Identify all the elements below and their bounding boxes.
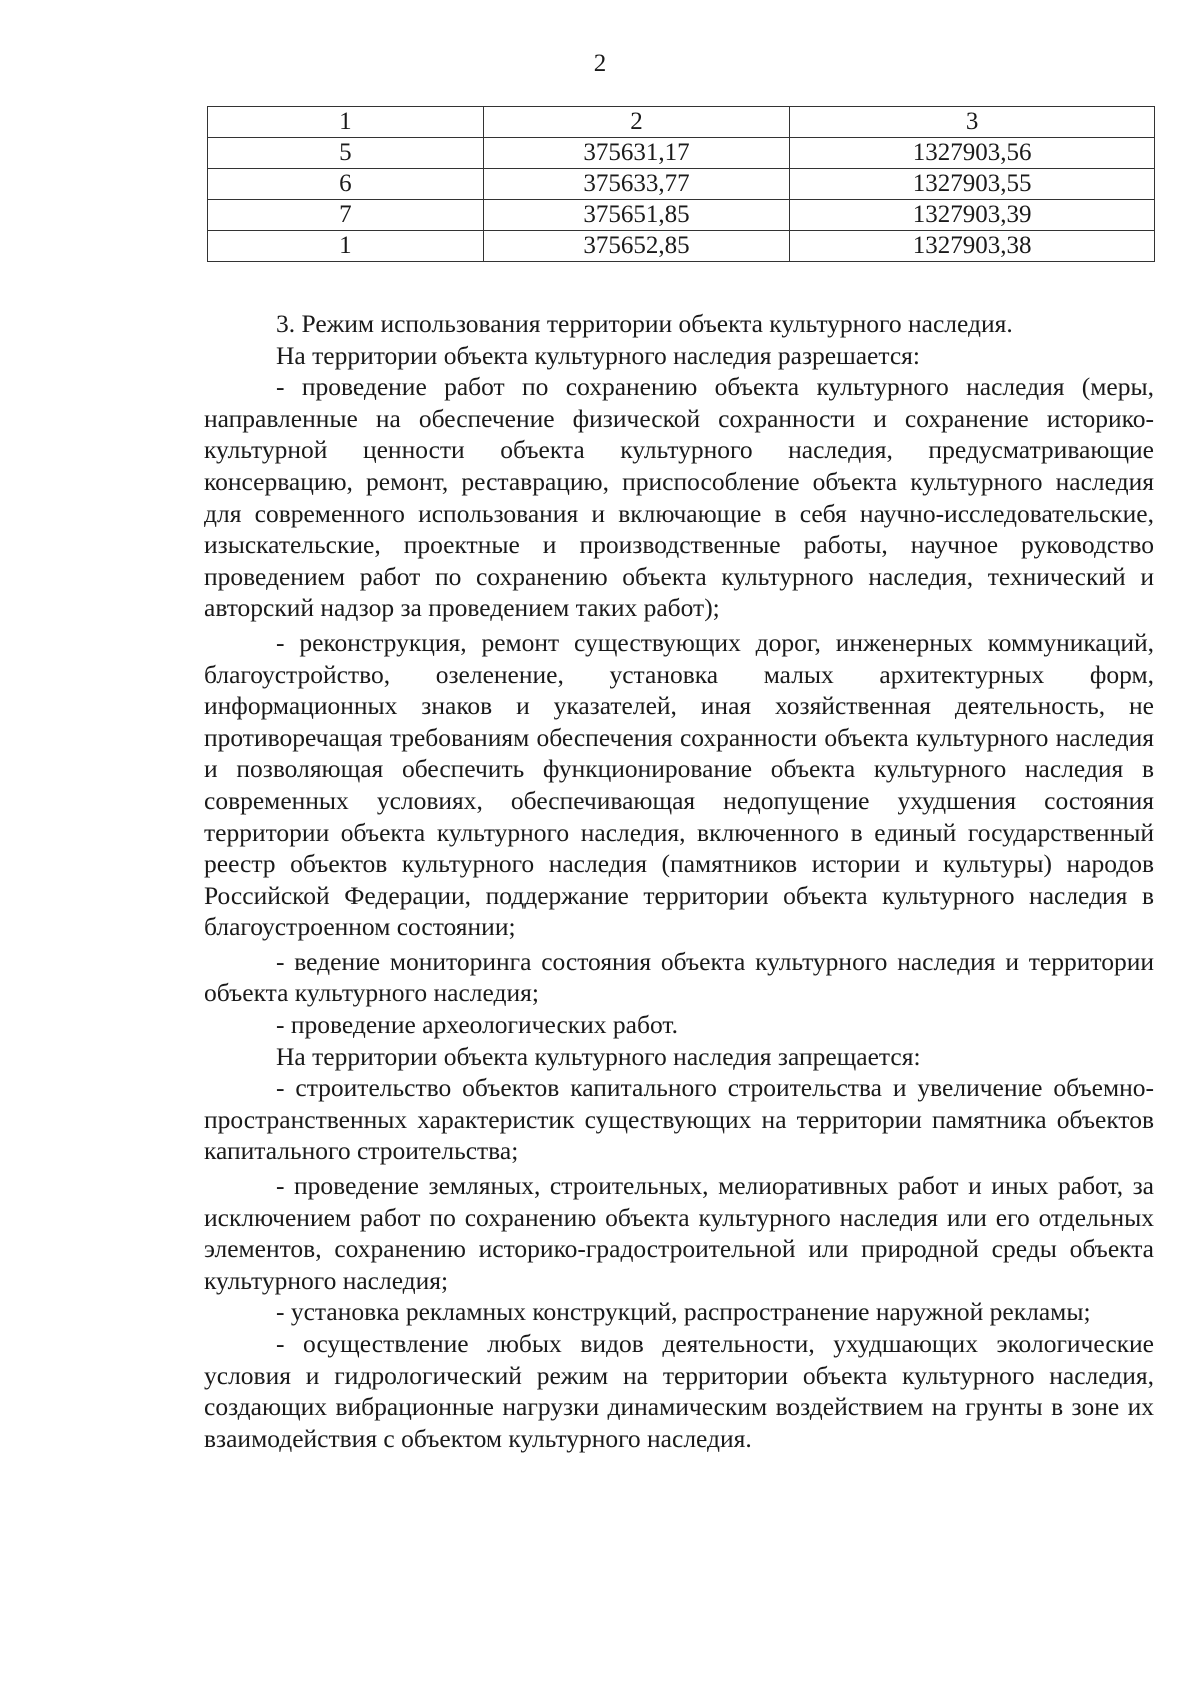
regime-section	[204, 308, 1154, 1454]
prohibited-item-earthworks: - проведение земляных, строительных, мелиоративных работ и иных работ, за исключением работ по сохранению объекта культурного наследия или его отдельных элементов, сохранению историко-градостроительной или природной среды объекта культурного наследия;	[204, 1171, 1154, 1295]
allowed-item-archaeology: - проведение археологических работ.	[276, 1010, 678, 1040]
allowed-intro: На территории объекта культурного наследия разрешается:	[276, 340, 920, 370]
table-cell: 3	[790, 107, 1155, 138]
table-cell: 5	[208, 138, 484, 169]
table-header-row	[208, 107, 1155, 138]
table-cell: 1327903,56	[790, 138, 1155, 169]
table-row	[208, 138, 1155, 169]
prohibited-item-activities: - осуществление любых видов деятельности, ухудшающих экологические условия и гидрологический режим на территории объекта культурного наследия, создающих вибрационные нагрузки динамическим воздействием на грунты в зоне их взаимодействия с объектом культурного наследия.	[204, 1329, 1154, 1453]
section-heading: 3. Режим использования территории объекта культурного наследия.	[276, 309, 1013, 338]
table-cell: 7	[208, 200, 484, 231]
table-cell: 375651,85	[483, 200, 790, 231]
page-number: 2	[593, 50, 607, 77]
table-row	[208, 200, 1155, 231]
table-cell: 1	[208, 107, 484, 138]
table-cell: 6	[208, 169, 484, 200]
allowed-item-reconstruction: - реконструкция, ремонт существующих дорог, инженерных коммуникаций, благоустройство, озеленение, установка малых архитектурных форм, информационных знаков и указателей, иная хозяйственная деятельность, не противоречащая требованиям обеспечения сохранности объекта культурного наследия и позволяющая обеспечить функционирование объекта культурного наследия в современных условиях, обеспечивающая недопущение ухудшения состояния территории объекта культурного наследия, включенного в единый государственный реестр объектов культурного наследия (памятников истории и культуры) народов Российской Федерации, поддержание территории объекта культурного наследия в благоустроенном состоянии;	[204, 627, 1154, 942]
table-cell: 1327903,38	[790, 231, 1155, 262]
table-cell: 375631,17	[483, 138, 790, 169]
coordinates-table	[207, 106, 1155, 262]
table-cell: 2	[483, 107, 790, 138]
prohibited-item-construction: - строительство объектов капитального строительства и увеличение объемно-пространственных характеристик существующих на территории памятника объектов капитального строительства;	[204, 1073, 1154, 1166]
table-cell: 1	[208, 231, 484, 262]
table-cell: 375652,85	[483, 231, 790, 262]
table-cell: 1327903,39	[790, 200, 1155, 231]
table-cell: 1327903,55	[790, 169, 1155, 200]
allowed-item-monitoring: - ведение мониторинга состояния объекта культурного наследия и территории объекта культурного наследия;	[204, 946, 1154, 1008]
prohibited-item-advertising: - установка рекламных конструкций, распространение наружной рекламы;	[276, 1297, 1091, 1327]
table-cell: 375633,77	[483, 169, 790, 200]
table-row	[208, 169, 1155, 200]
prohibited-intro: На территории объекта культурного наследия запрещается:	[276, 1041, 921, 1071]
table-row	[208, 231, 1155, 262]
allowed-item-preservation: - проведение работ по сохранению объекта культурного наследия (меры, направленные на обеспечение физической сохранности и сохранение историко-культурной ценности объекта культурного наследия, предусматривающие консервацию, ремонт, реставрацию, приспособление объекта культурного наследия для современного использования и включающие в себя научно-исследовательские, изыскательские, проектные и производственные работы, научное руководство проведением работ по сохранению объекта культурного наследия, технический и авторский надзор за проведением таких работ);	[204, 372, 1154, 623]
